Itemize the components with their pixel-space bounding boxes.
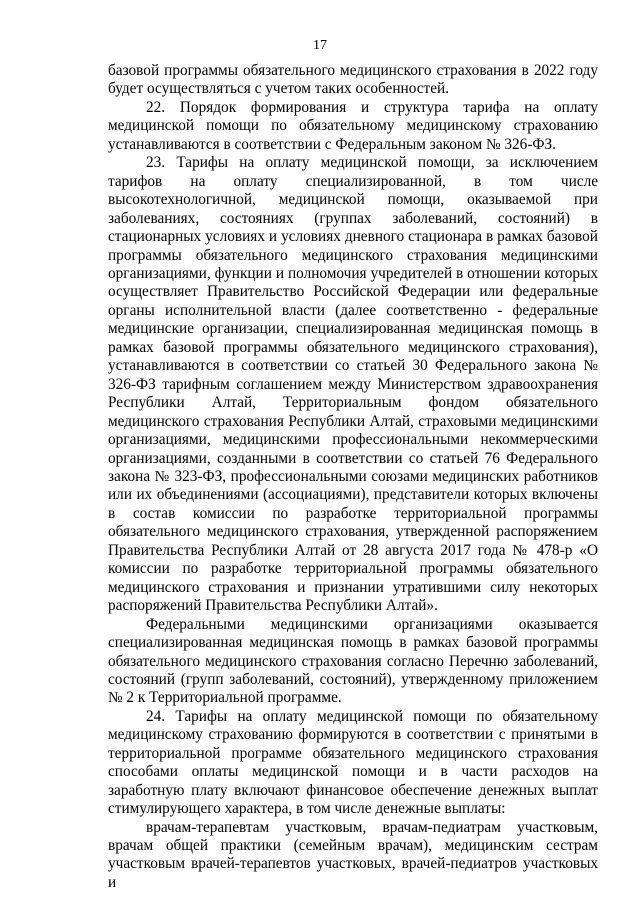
paragraph-item-23: 23. Тарифы на оплату медицинской помощи, за исключением тарифов на оплату специализированной, в том числе высокотехнологичной, медицинской помощи, оказываемой при заболеваниях, состояниях (группах заболеваний, состояний) в стационарных условиях и условиях дневного стационара в рамках базовой программы обязательного медицинского страхования медицинскими организациями, функции и полномочия учредителей в отношении которых осуществляет Правительство Российской Федерации или федеральные органы исполнительной власти (далее соответственно - федеральные медицинские организации, специализированная медицинская помощь в рамках базовой программы обязательного медицинского страхования), устанавливаются в соответствии со статьей 30 Федерального закона № 326-ФЗ тарифным соглашением между Министерством здравоохранения Республики Алтай, Территориальным фондом обязательного медицинского страхования Республики Алтай, страховыми медицинскими организациями, медицинскими профессиональными некоммерческими организациями, созданными в соответствии со статьей 76 Федерального закона № 323-ФЗ, профессиональными союзами медицинских работников или их объединениями (ассоциациями), представители которых включены в состав комиссии по разработке территориальной программы обязательного медицинского страхования, утвержденной распоряжением Правительства Республики Алтай от 28 августа 2017 года № 478-р «О комиссии по разработке территориальной программы обязательного медицинского страхования и признании утратившими силу некоторых распоряжений Правительства Республики Алтай».: [108, 154, 598, 615]
paragraph: базовой программы обязательного медицинского страхования в 2022 году будет осуществляться с учетом таких особенностей.: [108, 62, 598, 98]
paragraph: врачам-терапевтам участковым, врачам-педиатрам участковым, врачам общей практики (семейным врачам), медицинским сестрам участковым врачей-терапевтов участковых, врачей-педиатров участковых и: [108, 818, 598, 891]
paragraph: Федеральными медицинскими организациями оказывается специализированная медицинская помощь в рамках базовой программы обязательного медицинского страхования согласно Перечню заболеваний, состояний (групп заболеваний, состояний), утвержденному приложением № 2 к Территориальной программе.: [108, 615, 598, 707]
paragraph-item-24: 24. Тарифы на оплату медицинской помощи по обязательному медицинскому страхованию формируются в соответствии с принятыми в территориальной программе обязательного медицинского страхования способами оплаты медицинской помощи и в части расходов на заработную плату включают финансовое обеспечение денежных выплат стимулирующего характера, в том числе денежные выплаты:: [108, 707, 598, 818]
paragraph-item-22: 22. Порядок формирования и структура тарифа на оплату медицинской помощи по обязательному медицинскому страхованию устанавливаются в соответствии с Федеральным законом № 326-ФЗ.: [108, 98, 598, 153]
body-text: [108, 62, 598, 892]
page-number: 17: [313, 38, 327, 53]
